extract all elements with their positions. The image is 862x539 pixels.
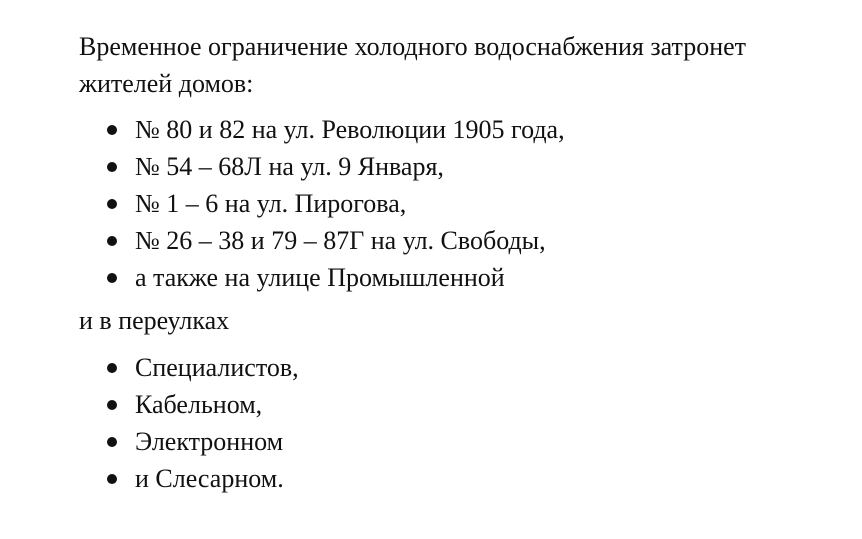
list-item [79, 386, 839, 423]
list-item [79, 349, 839, 386]
list-item [79, 423, 839, 460]
houses-list [79, 111, 839, 296]
bullet-icon [107, 125, 117, 135]
list-item [79, 111, 839, 148]
list-item [79, 460, 839, 497]
intro-paragraph: Временное ограничение холодного водоснабжения затронет жителей домов: [79, 32, 747, 98]
list-item [79, 148, 839, 185]
bullet-icon [107, 273, 117, 283]
list-item-text: Электронном [135, 427, 284, 456]
bullet-icon [107, 236, 117, 246]
list-item-text: Специалистов, [135, 353, 299, 382]
document-body [79, 28, 839, 497]
list-item-text: Кабельном, [135, 390, 263, 419]
list-item [79, 222, 839, 259]
bullet-icon [107, 437, 117, 447]
bullet-icon [107, 162, 117, 172]
list-item [79, 185, 839, 222]
list-item-text: № 1 – 6 на ул. Пирогова, [135, 189, 407, 218]
bullet-icon [107, 363, 117, 373]
bullet-icon [107, 474, 117, 484]
lanes-list [79, 349, 839, 497]
list-item-text: и Слесарном. [135, 464, 284, 493]
list-item-text: № 26 – 38 и 79 – 87Г на ул. Свободы, [135, 226, 546, 255]
list-item [79, 259, 839, 296]
lanes-intro-paragraph: и в переулках [79, 306, 230, 335]
list-item-text: № 80 и 82 на ул. Революции 1905 года, [135, 115, 565, 144]
list-item-text: а также на улице Промышленной [135, 263, 505, 292]
bullet-icon [107, 199, 117, 209]
list-item-text: № 54 – 68Л на ул. 9 Января, [135, 152, 444, 181]
bullet-icon [107, 400, 117, 410]
